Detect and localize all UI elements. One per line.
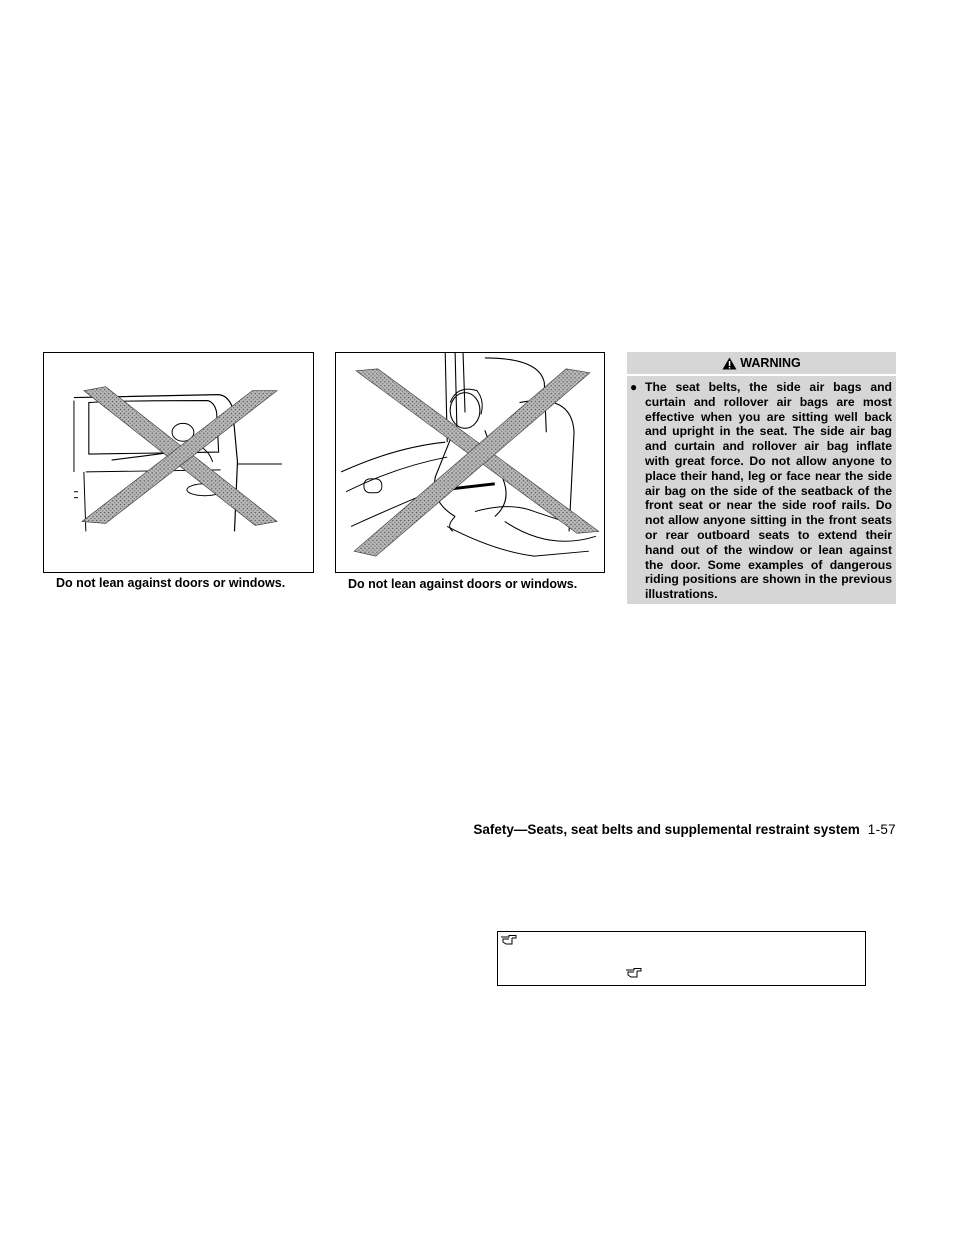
page-number: 1-57 bbox=[867, 822, 896, 837]
warning-bullet-item bbox=[627, 376, 896, 602]
warning-header bbox=[627, 352, 896, 376]
warning-panel bbox=[627, 352, 896, 604]
figure-door-window bbox=[43, 352, 314, 573]
warning-title: WARNING bbox=[740, 356, 801, 370]
figure-seated-occupant bbox=[335, 352, 605, 573]
figure-1-caption: Do not lean against doors or windows. bbox=[56, 576, 286, 590]
figure-2-caption: Do not lean against doors or windows. bbox=[348, 577, 578, 591]
pointing-hand-icon bbox=[625, 967, 643, 979]
door-window-lean-illustration bbox=[44, 353, 313, 572]
page-footer bbox=[473, 822, 896, 837]
warning-triangle-icon bbox=[722, 357, 737, 370]
seated-occupant-lean-illustration bbox=[336, 353, 604, 572]
footer-section-title: Safety—Seats, seat belts and supplemental restraint system bbox=[473, 822, 860, 837]
reference-box bbox=[497, 931, 866, 986]
warning-text: The seat belts, the side air bags and curtain and rollover air bags are most effective when you are sitting well back and upright in the seat. The side air bag and curtain and rollover air bag inflate with great force. Do not allow anyone to place their hand, leg or face near the side air bag on the side of the seatback of the front seat or near the side roof rails. Do not allow anyone sitting in the front seats or rear outboard seats to extend their hand out of the window or lean against the door. Some examples of dangerous riding positions are shown in the previous illustrations. bbox=[645, 380, 892, 602]
bullet-marker: ● bbox=[630, 380, 638, 394]
pointing-hand-icon bbox=[500, 934, 518, 946]
